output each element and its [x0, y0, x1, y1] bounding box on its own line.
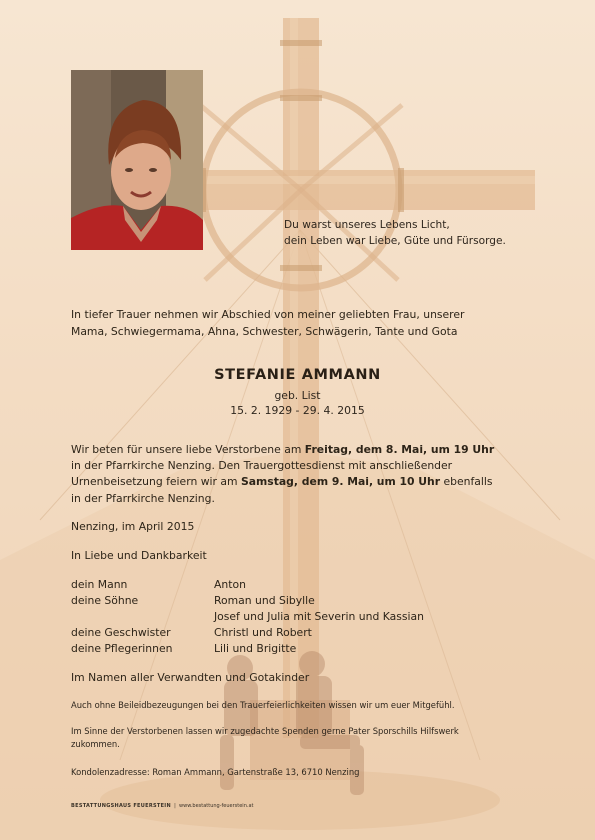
service-line-1-text: Wir beten für unsere liebe Verstorbene am [71, 443, 305, 456]
footer-separator: | [174, 803, 176, 809]
family-row [71, 593, 424, 609]
intro-text [71, 307, 464, 340]
family-relation: deine Geschwister [71, 625, 171, 639]
footer-website-link[interactable]: www.bestattung-feuerstein.at [179, 803, 254, 809]
family-names: Roman und Sibylle [214, 593, 315, 607]
note-sympathy: Auch ohne Beileidbezeugungen bei den Trauerfeierlichkeiten wissen wir um euer Mitgefühl. [71, 700, 455, 710]
footer [71, 803, 253, 809]
relatives-line: Im Namen aller Verwandten und Gotakinder [71, 671, 310, 684]
family-relation: deine Pflegerinnen [71, 641, 173, 655]
service-line-3-text: Urnenbeisetzung feiern wir am [71, 475, 241, 489]
family-relation [71, 609, 214, 625]
family-list [71, 577, 424, 657]
note-donations [71, 725, 459, 751]
service-date-friday: Freitag, dem 8. Mai, um 19 Uhr [304, 443, 495, 456]
condolence-address: Kondolenzadresse: Roman Ammann, Gartenstraße 13, 6710 Nenzing [71, 767, 360, 777]
life-dates: 15. 2. 1929 - 29. 4. 2015 [230, 404, 365, 417]
intro-line-1: In tiefer Trauer nehmen wir Abschied von meiner geliebten Frau, unserer [71, 308, 465, 321]
family-row [71, 625, 424, 641]
family-names: Lili und Brigitte [214, 641, 297, 655]
service-line-4: in der Pfarrkirche Nenzing. [71, 491, 215, 505]
service-text [71, 442, 494, 507]
family-row [71, 577, 424, 593]
note-donations-line-2: zukommen. [71, 739, 120, 749]
intro-line-2: Mama, Schwiegermama, Ahna, Schwester, Schwägerin, Tante und Gota [71, 324, 458, 338]
memorial-quote [284, 217, 506, 249]
portrait-photo [71, 70, 203, 250]
footer-company: BESTATTUNGSHAUS FEUERSTEIN [71, 803, 171, 809]
birth-name: geb. List [274, 389, 321, 402]
family-row [71, 609, 424, 625]
greeting: In Liebe und Dankbarkeit [71, 549, 207, 562]
family-names: Christl und Robert [214, 625, 312, 639]
quote-line-2: dein Leben war Liebe, Güte und Fürsorge. [284, 235, 506, 247]
family-names: Josef und Julia mit Severin und Kassian [214, 609, 424, 623]
service-line-3-end: ebenfalls [440, 475, 493, 489]
service-line-2: in der Pfarrkirche Nenzing. Den Trauergottesdienst mit anschließender [71, 459, 453, 473]
family-row [71, 641, 424, 657]
family-names: Anton [214, 578, 246, 591]
family-relation: deine Söhne [71, 593, 139, 607]
note-donations-line-1: Im Sinne der Verstorbenen lassen wir zugedachte Spenden gerne Pater Sporschills Hilfswerk [71, 726, 459, 736]
service-date-saturday: Samstag, dem 9. Mai, um 10 Uhr [241, 475, 441, 489]
place-date: Nenzing, im April 2015 [71, 520, 195, 533]
family-relation: dein Mann [71, 578, 128, 591]
deceased-name: STEFANIE AMMANN [214, 367, 381, 383]
quote-line-1: Du warst unseres Lebens Licht, [284, 219, 450, 231]
